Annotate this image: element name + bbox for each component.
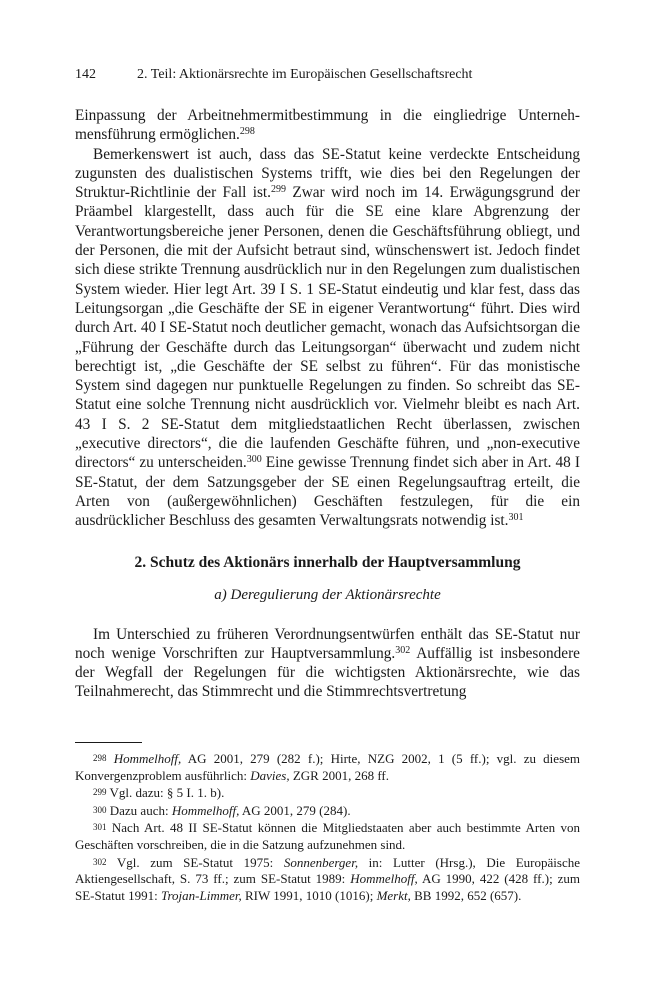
author-name: Davies, <box>250 767 290 783</box>
footnote-text: in: Lutter (Hrsg.), Die Europäische Aktiengesellschaft, S. 73 ff.; zum SE-Statut 1989: <box>75 854 580 887</box>
footnote-text: Vgl. dazu: § 5 I. 1. b). <box>106 785 225 801</box>
footnote-299 <box>75 784 580 802</box>
footnote-ref-300: 300 <box>246 454 262 466</box>
footnote-ref-301: 301 <box>508 512 524 524</box>
footnote-number: 302 <box>93 856 107 867</box>
paragraph-3-text-b: Auffällig ist insbesondere der Wegfall der Regelungen für die wichtigsten Aktionärsrechte, wie das Teilnahmerecht, das Stimmrecht und die Stimmrechtsvertretung <box>75 644 580 701</box>
author-name: Hommelhoff, <box>113 751 182 766</box>
section-heading: 2. Schutz des Aktionärs innerhalb der Hauptversammlung <box>134 553 521 571</box>
footnote-text: Nach Art. 48 II SE-Statut können die Mitgliedstaaten aber auch bestimmte Arten von Geschäften vorschreiben, die in die Satzung aufzunehmen sind. <box>75 820 580 852</box>
author-name: Hommelhoff, <box>171 802 240 818</box>
main-text <box>75 106 580 702</box>
paragraph-2-text-c: Eine gewisse Trennung findet sich aber in Art. 48 I SE-Statut, der dem Satzungsgeber der SE einen Regelungsauftrag erteilt, die Arten von (außergewöhnlichen) Geschäften festzulegen, für die ein ausdrücklicher Beschluss des gesamten Verwaltungsrats notwendig ist. <box>75 454 580 530</box>
paragraph-3-text-a: Im Unterschied zu früheren Verordnungsentwürfen enthält das SE-Statut nur noch wenige Vorschriften zur Hauptversammlung. <box>75 625 580 662</box>
author-name: Merkt, <box>376 887 411 903</box>
subsection-heading: a) Deregulierung der Aktionärsrechte <box>214 586 441 603</box>
footnote-number: 300 <box>93 804 107 815</box>
paragraph-2-text-b: Zwar wird noch im 14. Erwägungsgrund der Präambel klargestellt, dass auch für die SE eine klare Abgrenzung der Verantwortungsbereiche jener Personen, denen die Geschäftsführung obliegt, und der Personen, die mit der Aufsicht betraut sind, wünschenswert ist. Jedoch findet sich diese strikte Trennung ausdrücklich nur in den Regelungen zum dualistischen System wieder. Hier legt Art. 39 I S. 1 SE-Statut eindeutig und klar fest, dass das Leitungsorgan „die Geschäfte der SE in eigener Verantwortung“ führt. Dies wird durch Art. 40 I SE-Statut noch deutlicher gemacht, wonach das Aufsichtsorgan die „Führung der Geschäfte durch das Leitungsorgan“ überwacht und zudem nicht berechtigt ist, „die Geschäfte der SE selbst zu führen“. Für das monistische System sind dagegen nur punktuelle Regelungen zu finden. So schreibt das SE-Statut eine solche Trennung nicht ausdrücklich vor. Vielmehr bleibt es nach Art. 43 I S. 2 SE-Statut dem mitgliedstaatlichen Recht überlassen, zwischen „executive directors“, die die laufenden Geschäfte führen, und „non-executive directors“ zu unterscheiden. <box>75 184 580 472</box>
footnote-298 <box>75 750 580 784</box>
footnote-text: AG 1990, 422 (428 ff.); zum SE-Statut 1991: <box>75 871 580 903</box>
footnote-text: ZGR 2001, 268 ff. <box>289 767 390 783</box>
footnote-number: 301 <box>93 822 107 833</box>
footnote-302 <box>75 854 580 905</box>
footnote-ref-298: 298 <box>239 126 255 138</box>
running-header <box>75 66 580 84</box>
footnote-301 <box>75 819 580 853</box>
paragraph-1-text: Einpassung der Arbeitnehmermitbestimmung in die eingliedrige Unternehmensführung ermöglichen. <box>75 107 580 144</box>
footnote-separator <box>75 742 142 743</box>
footnote-text: AG 2001, 279 (282 f.); Hirte, NZG 2002, 1 (5 ff.); vgl. zu diesem Konvergenzproblem ausführlich: <box>75 751 581 783</box>
footnote-text: BB 1992, 652 (657). <box>410 887 522 903</box>
page-number: 142 <box>75 67 96 82</box>
footnote-text: Vgl. zum SE-Statut 1975: <box>106 854 284 870</box>
author-name: Hommelhoff, <box>350 871 418 887</box>
footnotes <box>75 750 580 904</box>
footnote-number: 299 <box>93 787 107 798</box>
footnote-300 <box>75 802 580 820</box>
footnote-ref-302: 302 <box>395 644 411 656</box>
footnote-text: RIW 1991, 1010 (1016); <box>241 887 377 903</box>
author-name: Trojan-Limmer, <box>160 887 242 903</box>
paragraph-3 <box>75 625 580 702</box>
footnote-text: Dazu auch: <box>106 802 172 818</box>
paragraph-1 <box>75 106 580 145</box>
paragraph-2-text-a: Bemerkenswert ist auch, dass das SE-Statut keine verdeckte Entscheidung zugunsten des dualistischen Systems trifft, wie dies bei den Regelungen der Struktur-Richtlinie der Fall ist. <box>75 145 580 202</box>
running-title: 2. Teil: Aktionärsrechte im Europäischen Gesellschaftsrecht <box>137 67 473 82</box>
footnote-text: AG 2001, 279 (284). <box>239 802 351 818</box>
paragraph-2 <box>75 145 580 531</box>
author-name: Sonnenberger, <box>283 854 359 870</box>
footnote-number: 298 <box>93 753 107 763</box>
footnote-ref-299: 299 <box>271 184 286 196</box>
